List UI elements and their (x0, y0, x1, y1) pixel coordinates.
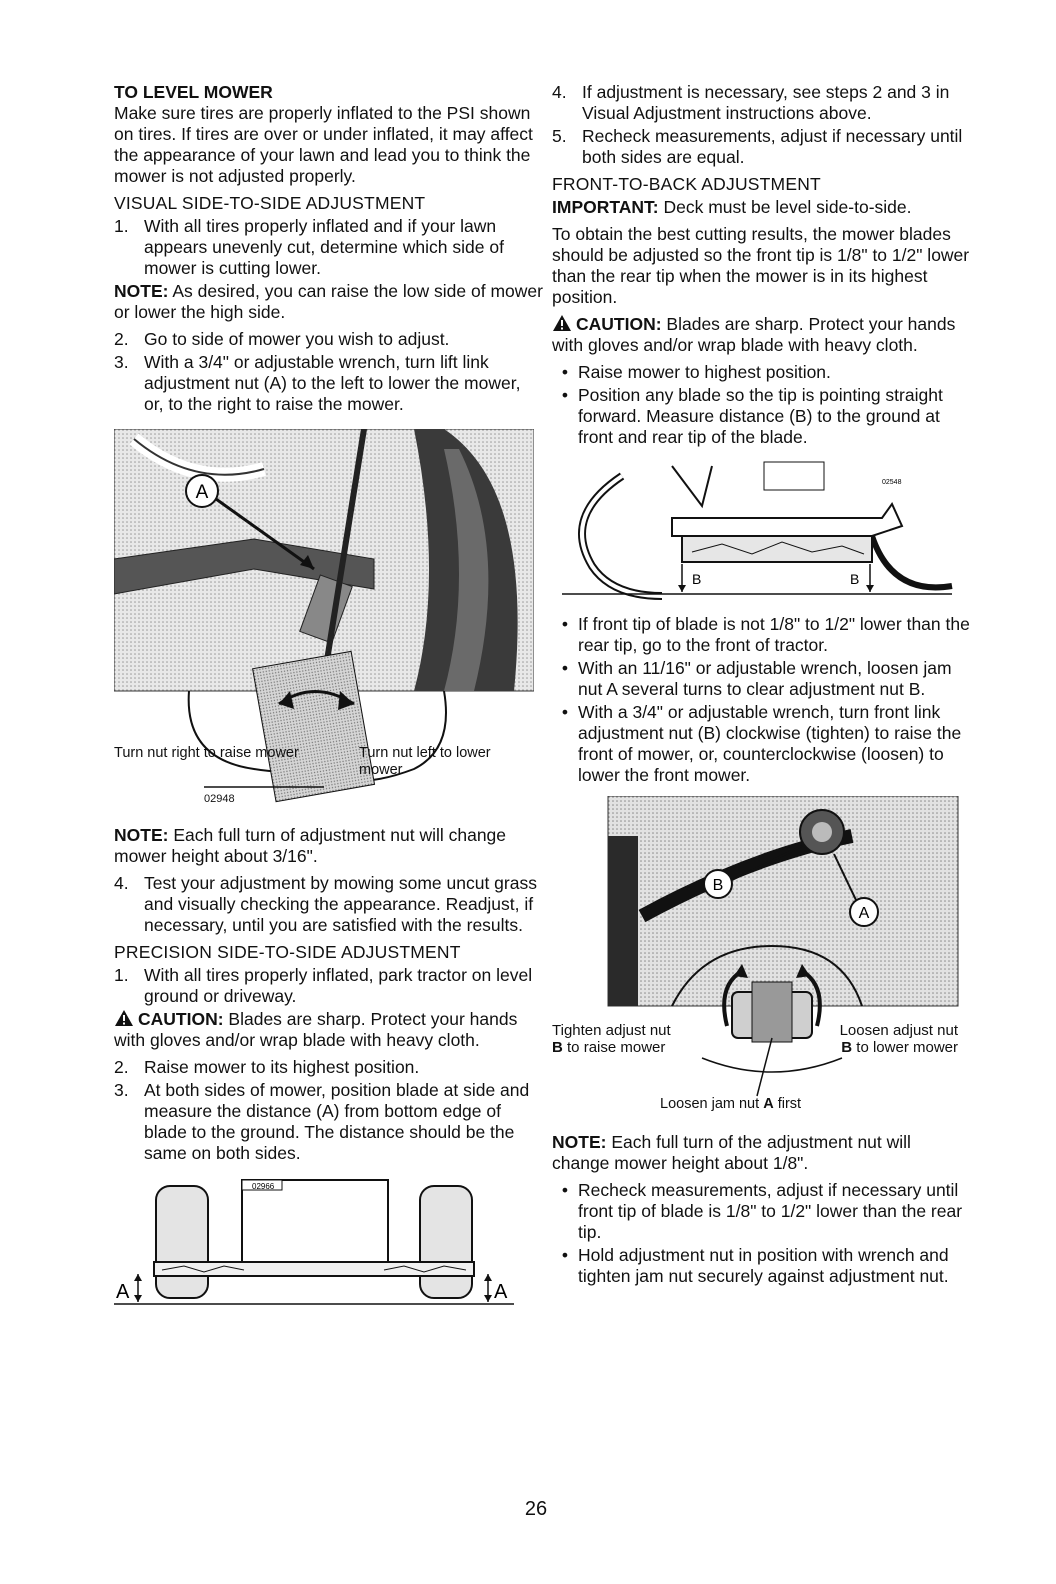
precision-adjustment-heading: PRECISION SIDE-TO-SIDE ADJUSTMENT (114, 942, 461, 962)
figure-blade-distance (114, 1170, 514, 1310)
caption-turn-right: Turn nut right to raise mower (114, 745, 299, 761)
label-a: A (858, 905, 870, 922)
note-low-side: NOTE: As desired, you can raise the low side of mower or lower the high side. (114, 281, 543, 322)
label-b: B (712, 877, 724, 894)
caption-turn-left: Turn nut left to lower mower (359, 745, 491, 778)
label-a-left: A (116, 1281, 130, 1303)
bullet-hold-nut: • Hold adjustment nut in position with wrench and tighten jam nut securely against adjustment nut. (561, 1245, 949, 1286)
bullet-loosen-jam-nut: • With an 11/16" or adjustable wrench, loosen jam nut A several turns to clear adjustment nut B. (561, 658, 952, 699)
section-heading-level-mower: TO LEVEL MOWER (114, 82, 273, 102)
figure-code: 02966 (252, 1182, 275, 1191)
caption-tighten: Tighten adjust nut B to raise mower (552, 1022, 671, 1056)
intro-paragraph: Make sure tires are properly inflated to the PSI shown on tires. If tires are over or under inflated, it may affect the appearance of your lawn and lead you to think the mower is not adjusted properly. (114, 103, 533, 186)
visual-step-4: 4. Test your adjustment by mowing some uncut grass and visually checking the appearance. Readjust, if necessary, until you are satisfied with the results. (114, 873, 537, 935)
figure-blade-tip-measurement (552, 456, 962, 606)
front-to-back-heading: FRONT-TO-BACK ADJUSTMENT (552, 174, 821, 194)
label-b-front: B (692, 571, 702, 587)
important-note: IMPORTANT: Deck must be level side-to-side. (552, 197, 912, 217)
caution-left: CAUTION: Blades are sharp. Protect your hands with gloves and/or wrap blade with heavy cloth. (114, 1009, 518, 1050)
bullet-recheck: • Recheck measurements, adjust if necessary until front tip of blade is 1/8" to 1/2" lower than the rear tip. (561, 1180, 963, 1242)
caption-loosen: Loosen adjust nut B to lower mower (839, 1022, 958, 1056)
warning-icon (114, 1009, 134, 1027)
figure-code: 02548 (882, 479, 902, 486)
bullet-turn-front-link: • With a 3/4" or adjustable wrench, turn front link adjustment nut (B) clockwise (tighten) to raise the front of mower, or, counterclockwise (loosen) to lower the front mower. (561, 702, 962, 785)
note-adjustment-nut: NOTE: Each full turn of the adjustment nut will change mower height about 1/8". (552, 1132, 911, 1173)
figure-lift-link-nut (114, 429, 534, 813)
bullet-front-tip: • If front tip of blade is not 1/8" to 1/2" lower than the rear tip, go to the front of tractor. (561, 614, 970, 655)
precision-step-1: 1. With all tires properly inflated, park tractor on level ground or driveway. (114, 965, 533, 1006)
precision-step-5: 5. Recheck measurements, adjust if necessary until both sides are equal. (552, 126, 963, 167)
visual-adjustment-heading: VISUAL SIDE-TO-SIDE ADJUSTMENT (114, 193, 426, 213)
visual-step-3: 3. With a 3/4" or adjustable wrench, turn lift link adjustment nut (A) to the left to lower the mower, or, to the right to raise the mower. (114, 352, 521, 414)
page-number: 26 (524, 1498, 548, 1520)
obtain-results-paragraph: To obtain the best cutting results, the mower blades should be adjusted so the front tip is 1/8" to 1/2" lower than the rear tip when the mower is in its highest position. (552, 224, 970, 307)
left-column (114, 82, 544, 1310)
caution-right: CAUTION: Blades are sharp. Protect your hands with gloves and/or wrap blade with heavy cloth. (552, 314, 956, 355)
visual-step-2: 2. Go to side of mower you wish to adjust. (114, 329, 450, 349)
precision-step-4: 4. If adjustment is necessary, see steps 2 and 3 in Visual Adjustment instructions above. (552, 82, 950, 123)
bullet-position-blade: • Position any blade so the tip is pointing straight forward. Measure distance (B) to the ground at front and rear tip of the blade. (561, 385, 943, 447)
figure-code: 02948 (204, 793, 235, 805)
precision-step-3: 3. At both sides of mower, position blade at side and measure the distance (A) from bottom edge of blade to the ground. The distance should be the same on both sides. (114, 1080, 530, 1163)
figure-front-link-nut (552, 796, 972, 1126)
bullet-raise-mower: • Raise mower to highest position. (561, 362, 831, 382)
label-b-rear: B (850, 571, 860, 587)
caption-jam-nut: Loosen jam nut A first (660, 1096, 802, 1112)
right-column (552, 82, 972, 1289)
label-a-right: A (494, 1281, 508, 1303)
precision-step-2: 2. Raise mower to its highest position. (114, 1057, 420, 1077)
visual-step-1: 1. With all tires properly inflated and if your lawn appears unevenly cut, determine which side of mower is cutting lower. (114, 216, 504, 278)
warning-icon (552, 314, 572, 332)
label-a: A (195, 482, 209, 503)
note-full-turn: NOTE: Each full turn of adjustment nut will change mower height about 3/16". (114, 825, 507, 866)
